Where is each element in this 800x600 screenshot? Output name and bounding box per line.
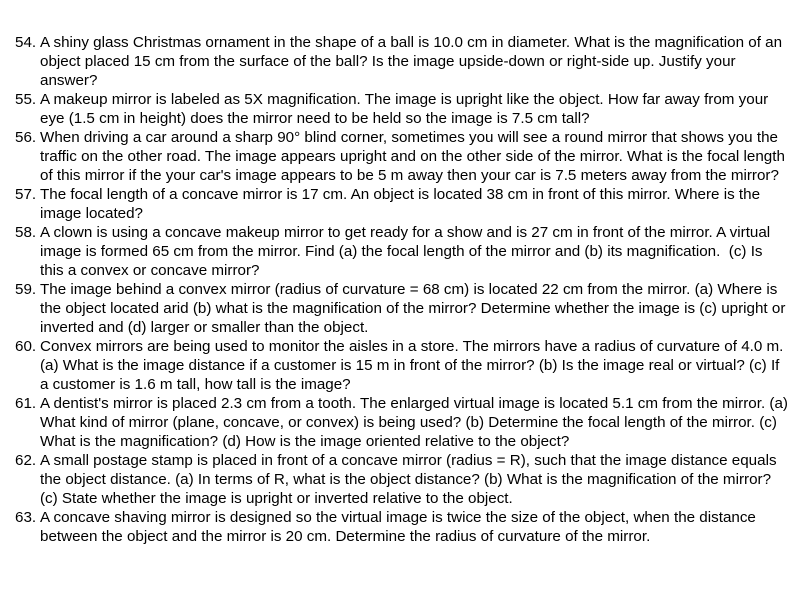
question-number: 60. [15,338,37,355]
question-text: The focal length of a concave mirror is 17 cm. An object is located 38 cm in front of this mirror. Where is the image located? [40,186,765,222]
question-text: A concave shaving mirror is designed so the virtual image is twice the size of the object, when the distance between the object and the mirror is 20 cm. Determine the radius of curvature of the mirror. [40,509,761,545]
question-number: 57. [15,186,37,203]
question-text: The image behind a convex mirror (radius of curvature = 68 cm) is located 22 cm from the mirror. (a) Where is the object located arid (b) what is the magnification of the mirror? Determine whether the image is (c) upright or inverted and (d) larger or smaller than the object. [40,281,790,336]
question-text: A makeup mirror is labeled as 5X magnification. The image is upright like the object. How far away from your eye (1.5 cm in height) does the mirror need to be held so the image is 7.5 cm tall? [40,91,773,127]
question-61 [0,394,792,451]
question-text: A clown is using a concave makeup mirror to get ready for a show and is 27 cm in front of the mirror. A virtual image is formed 65 cm from the mirror. Find (a) the focal length of the mirror and (b) its magnification. (c) Is this a convex or concave mirror? [40,224,775,279]
question-text: When driving a car around a sharp 90° blind corner, sometimes you will see a round mirror that shows you the traffic on the other road. The image appears upright and on the other side of the mirror. What is the focal length of this mirror if the your car's image appears to be 5 m away then your car is 7.5 meters away from the mirror? [40,129,790,184]
question-number: 56. [15,129,37,146]
question-text: A dentist's mirror is placed 2.3 cm from a tooth. The enlarged virtual image is located 5.1 cm from the mirror. (a) What kind of mirror (plane, concave, or convex) is being used? (b) Determine the focal length of the mirror. (c) What is the magnification? (d) How is the image oriented relative to the object? [40,395,793,450]
question-55 [0,90,792,128]
question-60 [0,337,792,394]
question-text: A shiny glass Christmas ornament in the shape of a ball is 10.0 cm in diameter. What is the magnification of an object placed 15 cm from the surface of the ball? Is the image upside-down or right-side up. Justify your answer? [40,34,787,89]
question-number: 55. [15,91,37,108]
question-59 [0,280,792,337]
question-56 [0,128,792,185]
question-number: 62. [15,452,37,469]
question-58 [0,223,792,280]
question-57 [0,185,792,223]
question-63 [0,508,792,546]
question-number: 63. [15,509,37,526]
question-54 [0,33,792,90]
question-62 [0,451,792,508]
question-text: A small postage stamp is placed in front of a concave mirror (radius = R), such that the image distance equals the object distance. (a) In terms of R, what is the object distance? (b) What is the magnification of the mirror? (c) State whether the image is upright or inverted relative to the object. [40,452,781,507]
question-number: 61. [15,395,37,412]
question-text: Convex mirrors are being used to monitor the aisles in a store. The mirrors have a radius of curvature of 4.0 m. (a) What is the image distance if a customer is 15 m in front of the mirror? (b) Is the image real or virtual? (c) If a customer is 1.6 m tall, how tall is the image? [40,338,788,393]
question-number: 58. [15,224,37,241]
question-number: 54. [15,34,37,51]
question-number: 59. [15,281,37,298]
